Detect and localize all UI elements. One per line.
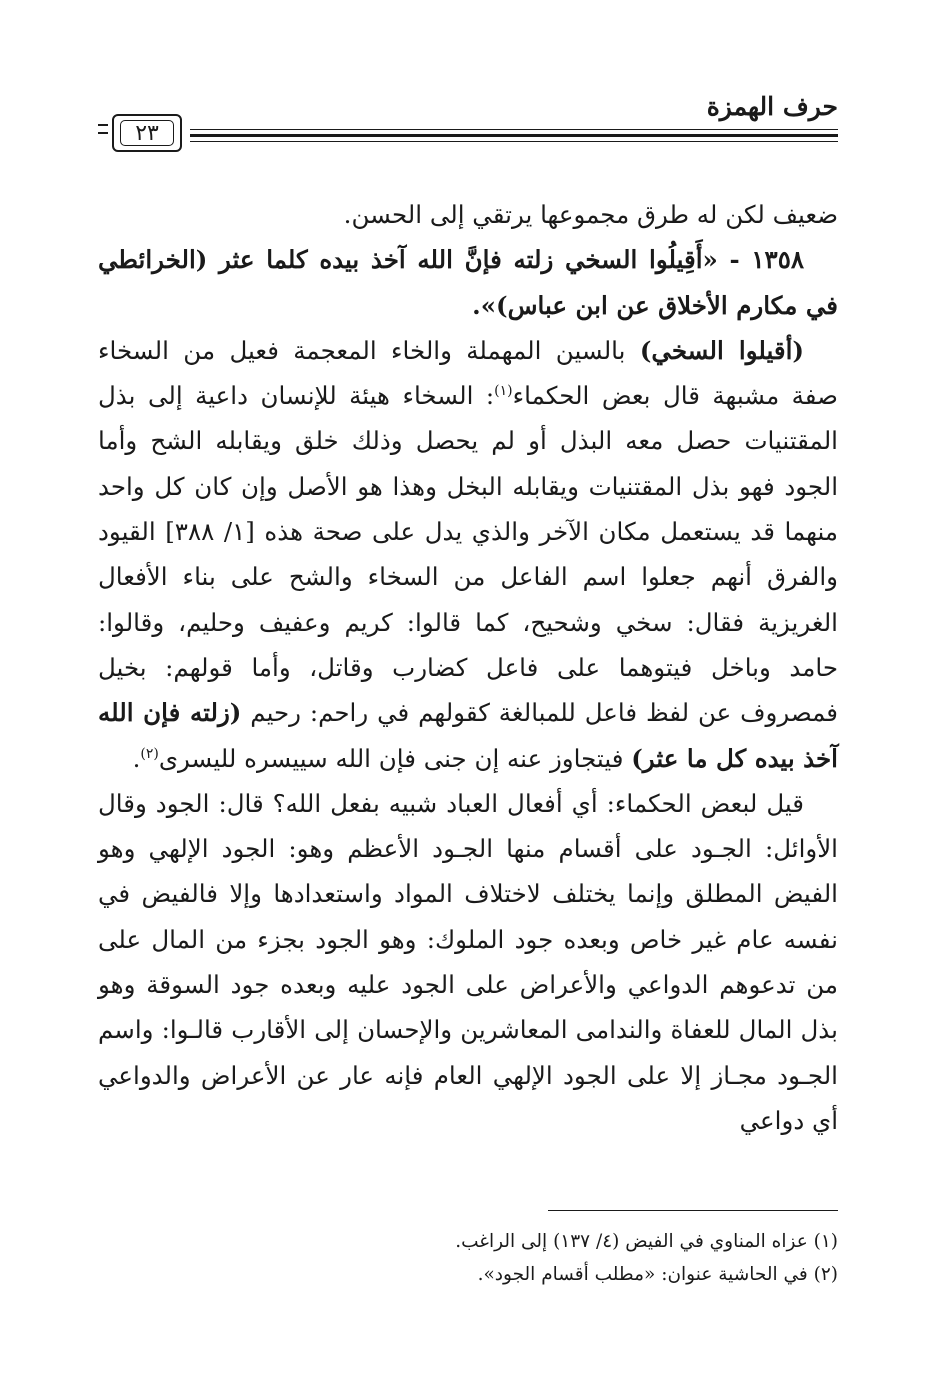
footnote-separator — [548, 1210, 838, 1211]
paragraph-text: ضعيف لكن له طرق مجموعها يرتقي إلى الحسن. — [343, 200, 838, 229]
commentary-lead: (أقيلوا السخي) — [639, 335, 804, 365]
hadith-number: ١٣٥٨ - — [717, 245, 805, 275]
page-number-frame — [112, 114, 182, 152]
footnotes — [98, 1225, 838, 1291]
footnote-ref[interactable]: (١) — [494, 383, 513, 400]
page-number: ٢٣ — [120, 120, 174, 146]
header-rule-top — [190, 129, 838, 130]
paragraph — [98, 192, 838, 237]
commentary-paragraph — [98, 328, 838, 781]
commentary-quote: (زلته فإن الله آخذ بيده كل ما عثر) — [98, 698, 838, 773]
commentary-text: بالسين المهملة والخاء المعجمة فعيل من السخاء صفة مشبهة قال بعض الحكماء — [98, 335, 838, 411]
header-rule-middle — [190, 134, 838, 137]
footnote-ref[interactable]: (٢) — [140, 745, 159, 762]
hadith-paragraph — [98, 237, 838, 328]
paragraph-text: قيل لبعض الحكماء: أي أفعال العباد شبيه بفعل الله؟ قال: الجود وقال الأوائل: الجـود على أقسام منها الجـود الأعظم وهو: الجود الإلهي وهو الفيض المطلق وإنما يختلف لاختلاف المواد واستعدادها وإلا فالفيض في نفسه عام غير خاص وبعده جود الملوك: وهو الجود بجزء من المال على من تدعوهم الدواعي والأعراض على الجود عليه وبعده جود السوقة وهو بذل المال للعفاة والندامى المعاشرين والإحسان إلى الأقارب قالـوا: واسم الجـود مجـاز إلا على الجود الإلهي العام فإنه عار عن الأعراض والدواعي أي دواعي — [98, 788, 838, 1135]
paragraph — [98, 781, 838, 1143]
footnote-1: (١) عزاه المناوي في الفيض (٤/ ١٣٧) إلى الراغب. — [455, 1231, 838, 1252]
chapter-title: حرف الهمزة — [706, 92, 838, 121]
header-rule-bottom — [190, 141, 838, 142]
header-ornament-dash — [98, 132, 108, 134]
main-text — [98, 192, 838, 1143]
hadith-text: «أَقِيلُوا السخي زلته فإنَّ الله آخذ بيده كلما عثر (الخرائطي في مكارم الأخلاق عن ابن عباس)». — [98, 245, 838, 320]
commentary-text: : السخاء هيئة للإنسان داعية إلى بذل المقتنيات حصل معه البذل أو لم يحصل وذلك خلق ويقابله الشح وأما الجود فهو بذل المقتنيات ويقابله البخل وهذا هو الأصل وإن كان كل واحد منهما قد يستعمل مكان الآخر والذي يدل على صحة هذه [١/ ٣٨٨] القيود والفرق أنهم جعلوا اسم الفاعل من السخاء والشح على بناء الأفعال الغريزية فقال: سخي وشحيح، كما قالوا: كريم وعفيف وحليم، وقالوا: حامد وباخل فيتوهما على فاعل كضارب وقاتل، وأما قولهم: بخيل فمصروف عن لفظ فاعل للمبالغة كقولهم في راحم: رحيم — [98, 381, 838, 728]
footnote-2: (٢) في الحاشية عنوان: «مطلب أقسام الجود». — [477, 1264, 838, 1285]
commentary-end: . — [132, 743, 141, 773]
commentary-text: فيتجاوز عنه إن جنى فإن الله سييسره لليسرى — [158, 743, 632, 773]
header-ornament-dash — [98, 124, 108, 126]
